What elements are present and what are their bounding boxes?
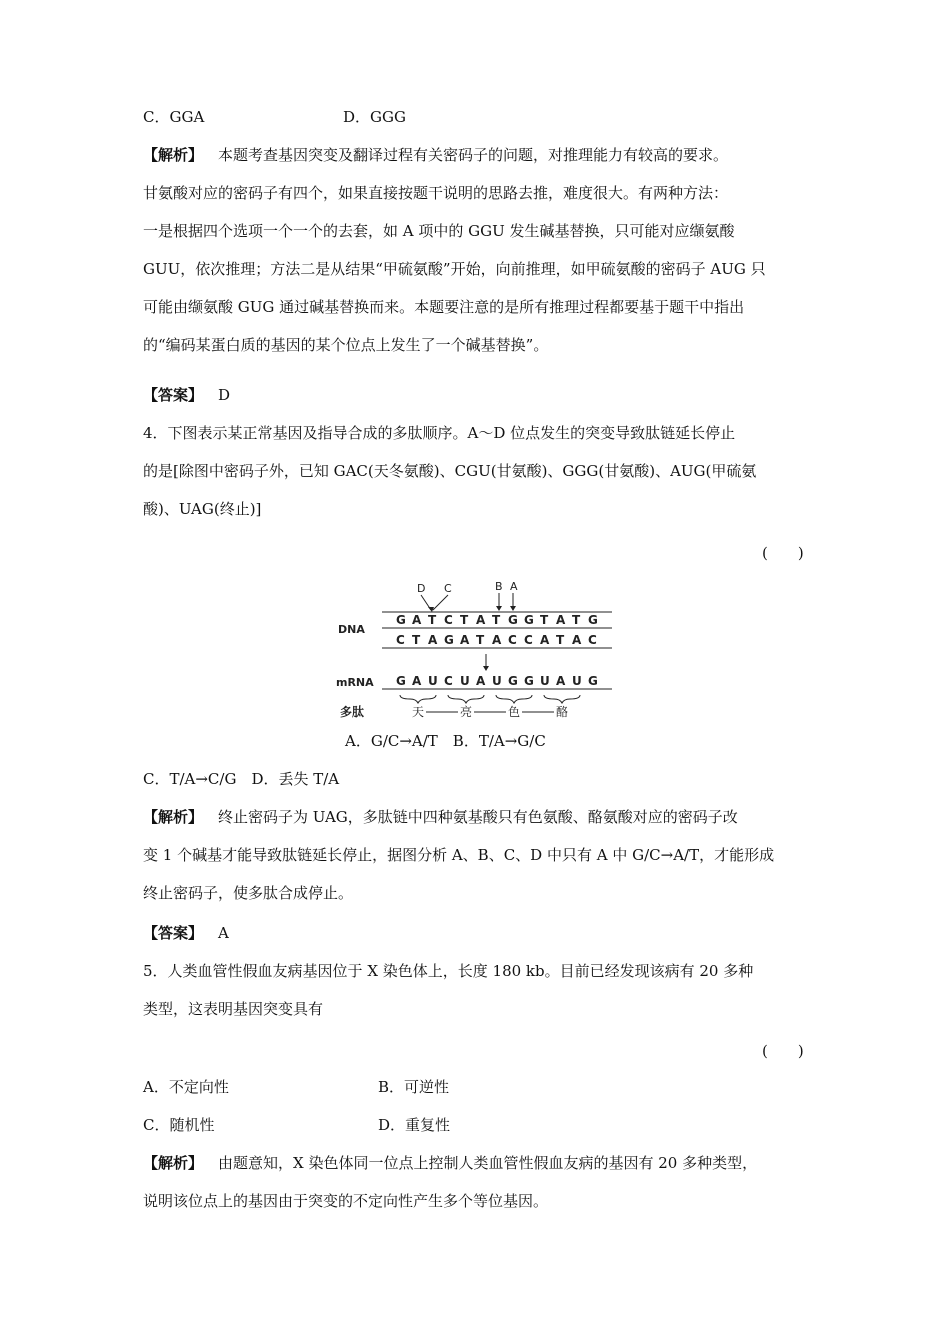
- option-d: D．GGG: [343, 108, 406, 126]
- dna-bottom-base: T: [556, 633, 565, 647]
- dna-bottom-base: C: [524, 633, 533, 647]
- dna-bottom-base: G: [444, 633, 454, 647]
- dna-top-base: G: [396, 613, 406, 627]
- codon-brace: [496, 695, 532, 703]
- dna-bottom-base: A: [572, 633, 582, 647]
- answer-value: D: [218, 386, 231, 404]
- dna-bottom-base: C: [508, 633, 517, 647]
- dna-bottom-base: A: [428, 633, 438, 647]
- codon-brace: [448, 695, 484, 703]
- dna-top-base: A: [476, 613, 486, 627]
- mrna-base: G: [588, 674, 598, 688]
- dna-top-base: C: [444, 613, 453, 627]
- arrow-c: [433, 595, 448, 610]
- mrna-base: A: [476, 674, 486, 688]
- dna-top-base: T: [572, 613, 581, 627]
- answer-line: [143, 923, 229, 943]
- gene-diagram: [330, 578, 620, 720]
- site-label-c: C: [444, 582, 452, 595]
- codon-brace: [400, 695, 436, 703]
- option-b: B．可逆性: [378, 1078, 450, 1096]
- analysis-tag: 【解析】: [143, 146, 204, 164]
- mrna-base: U: [492, 674, 502, 688]
- site-label-b: B: [495, 580, 503, 593]
- question-5: 5．人类血管性假血友病基因位于 X 染色体上，长度 180 kb。目前已经发现该病有 20 多种: [143, 962, 754, 980]
- mrna-base: U: [428, 674, 438, 688]
- site-label-d: D: [417, 582, 426, 595]
- analysis-text: 由题意知，X 染色体同一位点上控制人类血管性假血友病的基因有 20 多种类型，: [218, 1154, 758, 1172]
- mrna-base: A: [556, 674, 566, 688]
- amino-acid-4: 酪: [556, 705, 569, 719]
- text-line: 类型，这表明基因突变具有: [143, 1000, 324, 1018]
- dna-bottom-base: C: [396, 633, 405, 647]
- codon-brace: [544, 695, 580, 703]
- analysis-text: 本题考查基因突变及翻译过程有关密码子的问题，对推理能力有较高的要求。: [218, 146, 729, 164]
- amino-acid-2: 亮: [460, 705, 473, 719]
- option-c: C．GGA: [143, 108, 205, 126]
- mrna-base: G: [508, 674, 518, 688]
- label-peptide: 多肽: [340, 705, 365, 719]
- dna-bottom-base: A: [492, 633, 502, 647]
- text-line: 甘氨酸对应的密码子有四个，如果直接按题干说明的思路去推，难度很大。有两种方法：: [143, 184, 729, 202]
- label-mrna: mRNA: [336, 676, 374, 689]
- text-line: 说明该位点上的基因由于突变的不定向性产生多个等位基因。: [143, 1192, 549, 1210]
- text-line: 的是[除图中密码子外，已知 GAC(天冬氨酸)、CGU(甘氨酸)、GGG(甘氨酸)、AUG(甲硫氨: [143, 462, 757, 480]
- dna-top-base: G: [508, 613, 518, 627]
- mrna-base: G: [396, 674, 406, 688]
- dna-top-base: A: [412, 613, 422, 627]
- dna-bottom-strand: [396, 633, 597, 647]
- text-line: 可能由缬氨酸 GUG 通过碱基替换而来。本题要注意的是所有推理过程都要基于题干中指出: [143, 298, 745, 316]
- text-line: 变 1 个碱基才能导致肽链延长停止，据图分析 A、B、C、D 中只有 A 中 G/C→A/T，才能形成: [143, 846, 775, 864]
- analysis-tag: 【解析】: [143, 1154, 204, 1172]
- answer-line: [143, 385, 230, 405]
- site-label-a: A: [510, 580, 518, 593]
- figure-options: A．G/C→A/T B．T/A→G/C: [345, 732, 546, 750]
- dna-bottom-base: A: [460, 633, 470, 647]
- question-4: 4．下图表示某正常基因及指导合成的多肽顺序。A～D 位点发生的突变导致肽链延长停止: [143, 424, 736, 442]
- analysis-text: 终止密码子为 UAG，多肽链中四种氨基酸只有色氨酸、酪氨酸对应的密码子改: [218, 808, 738, 826]
- dna-top-base: T: [460, 613, 469, 627]
- answer-tag: 【答案】: [143, 924, 204, 942]
- dna-bottom-base: T: [412, 633, 421, 647]
- mrna-strand: [396, 674, 598, 688]
- dna-top-strand: [396, 613, 598, 627]
- mrna-arrowhead: [483, 666, 489, 671]
- dna-top-base: G: [524, 613, 534, 627]
- arrowheads: [428, 606, 516, 612]
- text-line: 酸)、UAG(终止)]: [143, 500, 262, 518]
- amino-acid-3: 色: [508, 705, 521, 719]
- dna-top-base: T: [540, 613, 549, 627]
- options-cd: C．T/A→C/G D．丢失 T/A: [143, 770, 340, 788]
- analysis-line: [143, 1153, 757, 1173]
- amino-acid-1: 天: [412, 705, 425, 719]
- analysis-line: [143, 807, 738, 827]
- option-d: D．重复性: [378, 1116, 451, 1134]
- mrna-base: U: [572, 674, 582, 688]
- dna-top-base: T: [492, 613, 501, 627]
- dna-bottom-base: C: [588, 633, 597, 647]
- answer-value: A: [218, 924, 229, 942]
- option-a: A．不定向性: [143, 1078, 229, 1096]
- dna-bottom-base: A: [540, 633, 550, 647]
- text-line: GUU，依次推理；方法二是从结果“甲硫氨酸”开始，向前推理，如甲硫氨酸的密码子 AUG 只: [143, 260, 766, 278]
- mrna-base: C: [444, 674, 453, 688]
- mrna-base: U: [540, 674, 550, 688]
- dna-bottom-base: T: [476, 633, 485, 647]
- label-dna: DNA: [338, 623, 365, 636]
- text-line: 一是根据四个选项一个一个的去套，如 A 项中的 GGU 发生碱基替换，只可能对应缬氨酸: [143, 222, 735, 240]
- answer-tag: 【答案】: [143, 386, 204, 404]
- option-c: C．随机性: [143, 1116, 215, 1134]
- dna-top-base: A: [556, 613, 566, 627]
- answer-blank: ( ): [762, 544, 804, 562]
- analysis-tag: 【解析】: [143, 808, 204, 826]
- mrna-base: A: [412, 674, 422, 688]
- dna-top-base: G: [588, 613, 598, 627]
- dna-top-base: T: [428, 613, 437, 627]
- text-line: 的“编码某蛋白质的基因的某个位点上发生了一个碱基替换”。: [143, 336, 549, 354]
- mrna-base: G: [524, 674, 534, 688]
- answer-blank: ( ): [762, 1042, 804, 1060]
- mrna-base: U: [460, 674, 470, 688]
- text-line: 终止密码子，使多肽合成停止。: [143, 884, 354, 902]
- analysis-line: [143, 145, 728, 165]
